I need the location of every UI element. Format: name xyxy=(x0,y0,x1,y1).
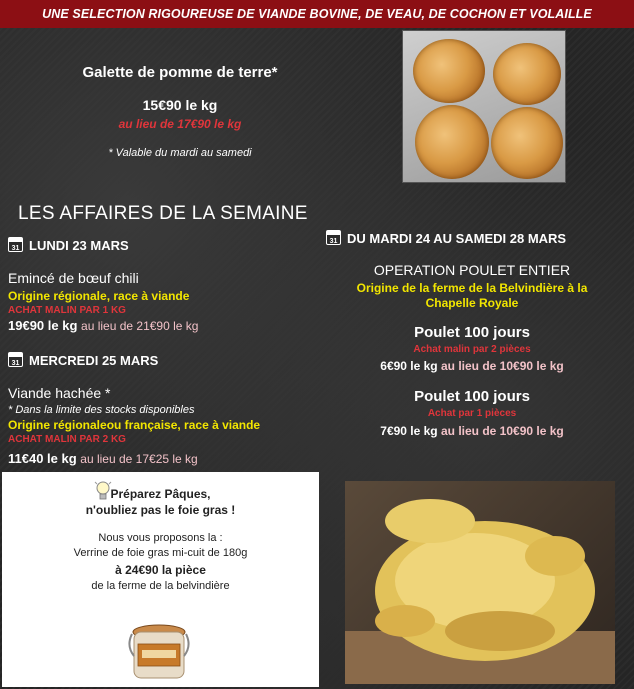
foie-line3: Nous vous proposons la : xyxy=(98,532,223,544)
galette-price: 15€90 le kg xyxy=(142,97,218,113)
foie-line1: Préparez Pâques, xyxy=(110,487,211,501)
banner-text: UNE SELECTION RIGOUREUSE DE VIANDE BOVINE, DE VEAU, DE COCHON ET VOLAILLE xyxy=(42,7,592,21)
day-header-lundi xyxy=(8,237,129,255)
mercredi-product: Viande hachée * xyxy=(8,385,111,401)
poulet-origin xyxy=(326,281,618,311)
calendar-icon: 31 xyxy=(326,230,341,245)
potato-galette-photo xyxy=(402,30,566,183)
foie-gras-box xyxy=(2,472,319,687)
lundi-old-price: au lieu de 21€90 le kg xyxy=(81,319,199,333)
mercredi-old-price: au lieu de 17€25 le kg xyxy=(80,452,198,466)
day-label: MERCREDI 25 MARS xyxy=(29,353,159,368)
mercredi-origin: Origine régionaleou française, race à viande xyxy=(8,418,261,432)
offer2-price: 7€90 le kg xyxy=(380,424,438,438)
mercredi-achat: ACHAT MALIN PAR 2 KG xyxy=(8,434,126,445)
offer1-old-price: au lieu de 10€90 le kg xyxy=(440,359,564,373)
poulet-origin-line1: Origine de la ferme de la Belvindière à la xyxy=(356,281,588,295)
offer1-price: 6€90 le kg xyxy=(380,359,438,373)
offer2-title: Poulet 100 jours xyxy=(414,388,530,405)
calendar-icon: 31 xyxy=(8,352,23,367)
mercredi-price-line xyxy=(8,451,198,466)
lundi-price: 19€90 le kg xyxy=(8,318,78,333)
lundi-origin: Origine régionale, race à viande xyxy=(8,289,190,303)
day-header-mercredi xyxy=(8,352,158,370)
offer2-achat: Achat par 1 pièces xyxy=(427,408,517,419)
offer1-achat: Achat malin par 2 pièces xyxy=(413,344,531,355)
lundi-product: Emincé de bœuf chili xyxy=(8,270,139,286)
offer1-title: Poulet 100 jours xyxy=(414,324,530,341)
offer2-old-price: au lieu de 10€90 le kg xyxy=(440,424,564,438)
mercredi-note: * Dans la limite des stocks disponibles xyxy=(8,404,195,416)
chicken-image xyxy=(345,481,615,684)
poulet-operation: OPERATION POULET ENTIER xyxy=(373,262,571,278)
lundi-price-line xyxy=(8,318,198,333)
offer2-price-line xyxy=(326,424,618,438)
poulet-origin-line2: Chapelle Royale xyxy=(425,296,519,310)
galette-old-price: au lieu de 17€90 le kg xyxy=(118,117,242,131)
foie-line6: de la ferme de la belvindière xyxy=(91,580,230,592)
whole-chicken-photo xyxy=(345,481,615,684)
foie-line4: Verrine de foie gras mi-cuit de 180g xyxy=(73,547,248,559)
week-deals-title: LES AFFAIRES DE LA SEMAINE xyxy=(18,203,308,224)
offer1-price-line xyxy=(326,359,618,373)
day-label: DU MARDI 24 AU SAMEDI 28 MARS xyxy=(347,231,567,246)
lundi-achat: ACHAT MALIN PAR 1 KG xyxy=(8,305,126,316)
calendar-icon: 31 xyxy=(8,237,23,252)
top-banner xyxy=(0,0,634,28)
day-header-mardi xyxy=(326,230,566,248)
foie-gras-jar-image xyxy=(124,620,194,686)
foie-line5: à 24€90 la pièce xyxy=(115,563,206,577)
galette-title: Galette de pomme de terre* xyxy=(82,64,278,81)
mercredi-price: 11€40 le kg xyxy=(8,451,77,466)
galette-note: * Valable du mardi au samedi xyxy=(108,147,252,159)
foie-line2: n'oubliez pas le foie gras ! xyxy=(85,503,236,517)
day-label: LUNDI 23 MARS xyxy=(29,238,129,253)
